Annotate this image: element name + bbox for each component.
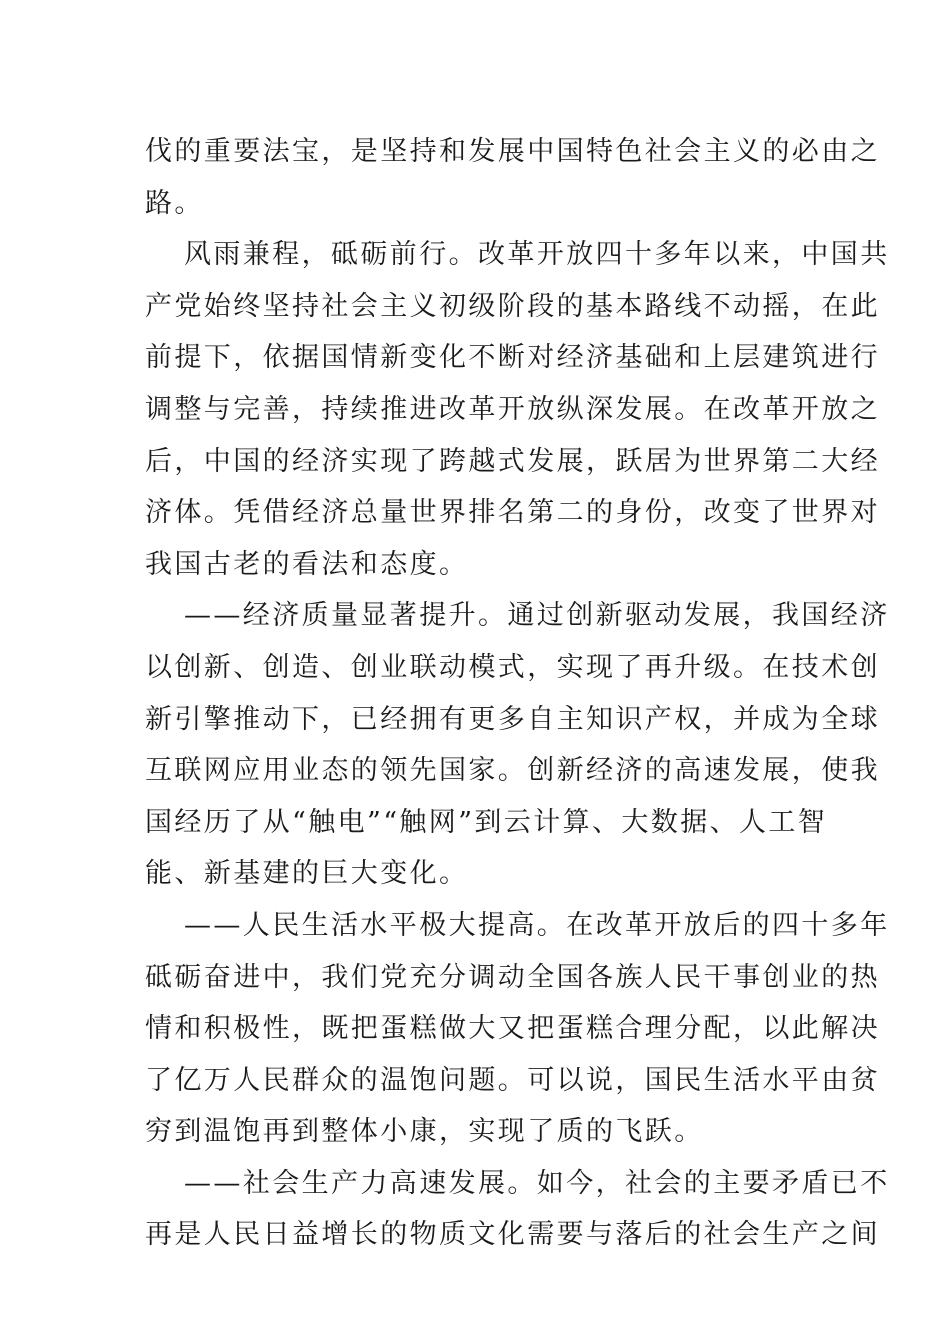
text-line: ——人民生活水平极大提高。在改革开放后的四十多年 (184, 909, 890, 941)
text-line: 了亿万人民群众的温饱问题。可以说，国民生活水平由贫 (145, 1064, 880, 1096)
text-line: 济体。凭借经济总量世界排名第二的身份，改变了世界对 (145, 497, 880, 529)
text-line: 路。 (145, 187, 204, 219)
text-line: 伐的重要法宝，是坚持和发展中国特色社会主义的必由之 (145, 136, 880, 167)
text-line: ——经济质量显著提升。通过创新驱动发展，我国经济 (184, 600, 890, 632)
text-line: 前提下，依据国情新变化不断对经济基础和上层建筑进行 (145, 342, 880, 374)
text-line: 能、新基建的巨大变化。 (145, 858, 469, 890)
document-body (145, 126, 890, 1261)
text-line: 风雨兼程，砥砺前行。改革开放四十多年以来，中国共 (184, 239, 890, 271)
text-line: 穷到温饱再到整体小康，实现了质的飞跃。 (145, 1116, 704, 1148)
text-line: 互联网应用业态的领先国家。创新经济的高速发展，使我 (145, 755, 880, 787)
text-line: 产党始终坚持社会主义初级阶段的基本路线不动摇，在此 (145, 290, 880, 322)
text-line: 国经历了从“触电”“触网”到云计算、大数据、人工智 (145, 806, 828, 838)
text-line: 以创新、创造、创业联动模式，实现了再升级。在技术创 (145, 651, 880, 683)
text-line: 调整与完善，持续推进改革开放纵深发展。在改革开放之 (145, 393, 880, 425)
text-line: ——社会生产力高速发展。如今，社会的主要矛盾已不 (184, 1167, 890, 1199)
text-line: 情和积极性，既把蛋糕做大又把蛋糕合理分配，以此解决 (145, 1013, 880, 1045)
text-line: 我国古老的看法和态度。 (145, 548, 469, 580)
text-line: 再是人民日益增长的物质文化需要与落后的社会生产之间 (145, 1219, 880, 1251)
text-line: 后，中国的经济实现了跨越式发展，跃居为世界第二大经 (145, 445, 880, 477)
text-line: 新引擎推动下，已经拥有更多自主知识产权，并成为全球 (145, 703, 880, 735)
text-line: 砥砺奋进中，我们党充分调动全国各族人民干事创业的热 (145, 961, 880, 993)
